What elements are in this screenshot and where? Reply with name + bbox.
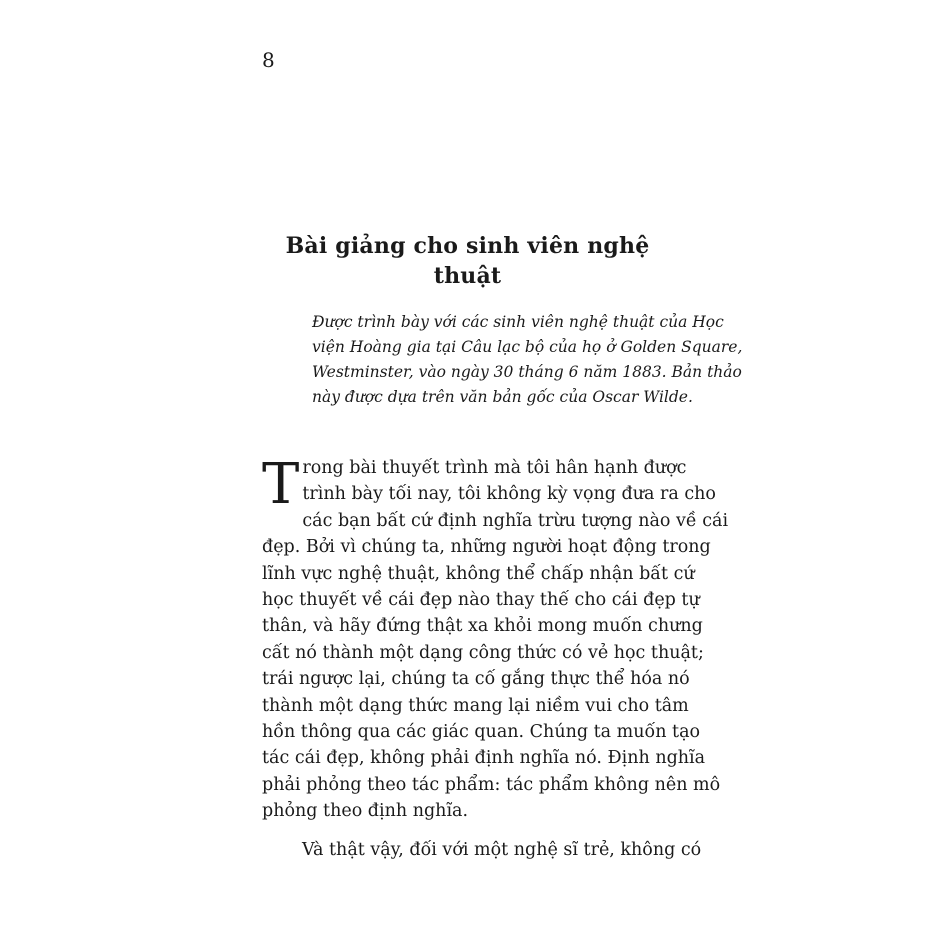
body-line: trình bày tối nay, tôi không kỳ vọng đưa ra cho [302, 484, 716, 505]
body-line: phải phỏng theo tác phẩm: tác phẩm không nên mô [262, 774, 721, 795]
chapter-title: Bài giảng cho sinh viên nghệ thuật [285, 233, 650, 289]
body-line: rong bài thuyết trình mà tôi hân hạnh được [302, 458, 687, 478]
body-line: thân, và hãy đứng thật xa khỏi mong muốn chưng [262, 616, 703, 637]
body-line: cất nó thành một dạng công thức có vẻ học thuật; [262, 642, 704, 663]
body-line: trái ngược lại, chúng ta cố gắng thực thể hóa nó [262, 669, 690, 690]
body-line: thành một dạng thức mang lại niềm vui cho tâm [262, 695, 689, 716]
drop-cap: T [262, 452, 300, 517]
epigraph-line: này được dựa trên văn bản gốc của Oscar Wilde. [312, 388, 693, 406]
body-line: hồn thông qua các giác quan. Chúng ta muốn tạo [262, 722, 701, 743]
body-line: tác cái đẹp, không phải định nghĩa nó. Định nghĩa [262, 748, 706, 769]
epigraph-line: Được trình bày với các sinh viên nghệ thuật của Học [312, 313, 724, 331]
body-line: đẹp. Bởi vì chúng ta, những người hoạt động trong [262, 537, 711, 558]
next-paragraph-line: Và thật vậy, đối với một nghệ sĩ trẻ, không có [302, 839, 702, 860]
body-text [262, 452, 729, 863]
body-line: lĩnh vực nghệ thuật, không thể chấp nhận bất cứ [262, 563, 695, 584]
body-line: phỏng theo định nghĩa. [262, 801, 469, 822]
epigraph-line: Westminster, vào ngày 30 tháng 6 năm 1883. Bản thảo [312, 363, 742, 381]
body-line: học thuyết về cái đẹp nào thay thế cho cái đẹp tự [262, 590, 700, 611]
first-paragraph-opening [262, 452, 716, 517]
body-line: các bạn bất cứ định nghĩa trừu tượng nào về cái [302, 510, 729, 531]
epigraph [312, 310, 743, 410]
page-number: 8 [262, 48, 275, 72]
epigraph-line: viện Hoàng gia tại Câu lạc bộ của họ ở Golden Square, [312, 338, 743, 356]
